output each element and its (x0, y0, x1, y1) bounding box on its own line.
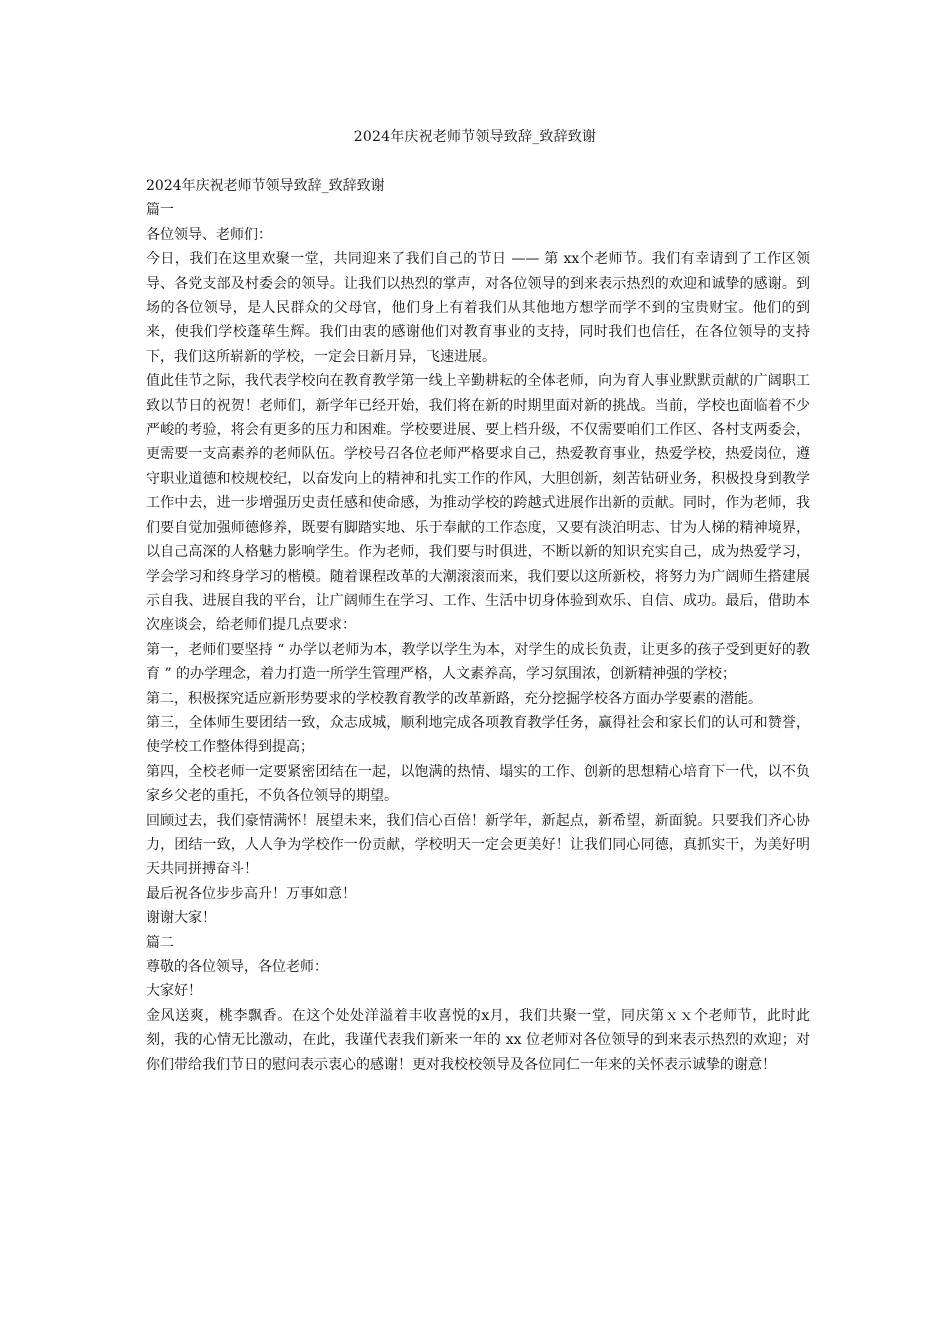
paragraph-subtitle: 2024年庆祝老师节领导致辞_致辞致谢 (146, 178, 385, 194)
salutation-1: 各位领导、老师们： (146, 226, 272, 243)
paragraph: 最后祝各位步步高升！万事如意！ (146, 885, 356, 902)
paragraph: 谢谢大家！ (146, 910, 216, 927)
paragraph: 值此佳节之际，我代表学校向在教育教学第一线上辛勤耕耘的全体老师，向为育人事业默默贡献的广阔职工致以节日的祝贺！老师们，新学年已经开始，我们将在新的时期里面对新的挑战。当前，学校也面临着不少严峻的考验，将会有更多的压力和困难。学校要进展、要上档升级，不仅需要咱们工作区、各村支两委会，更需要一支高素养的老师队伍。学校号召各位老师严格要求自己，热爱教育事业，热爱学校，热爱岗位，遵守职业道德和校规校纪，以奋发向上的精神和扎实工作的作风，大胆创新，刻苦钻研业务，积极投身到教学工作中去，进一步增强历史责任感和使命感，为推动学校的跨越式进展作出新的贡献。同时，作为老师，我们要自觉加强师德修养，既要有脚踏实地、乐于奉献的工作态度，又要有淡泊明志、甘为人梯的精神境界，以自己高深的人格魅力影响学生。作为老师，我们要与时俱进，不断以新的知识充实自己，成为热爱学习，学会学习和终身学习的楷模。随着课程改革的大潮滚滚而来，我们要以这所新校，将努力为广阔师生搭建展示自我、进展自我的平台，让广阔师生在学习、工作、生活中切身体验到欢乐、自信、成功。最后，借助本次座谈会，给老师们提几点要求： (146, 373, 810, 634)
paragraph: 金风送爽，桃李飘香。在这个处处洋溢着丰收喜悦的x月，我们共聚一堂，同庆第ｘｘ个老师节，此时此刻，我的心情无比激动，在此，我谨代表我们新来一年的 xx 位老师对各位领导的到来表示热烈的欢迎；对你们带给我们节日的慰问表示衷心的感谢！更对我校校领导及各位同仁一年来的关怀表示诚挚的谢意！ (146, 1007, 810, 1073)
paragraph: 第一，老师们要坚持 “ 办学以老师为本，教学以学生为本，对学生的成长负责，让更多的孩子受到更好的教育 ” 的办学理念，着力打造一所学生管理严格，人文素养高，学习氛围浓，创新精神强的学校； (146, 641, 810, 683)
paragraph: 第四，全校老师一定要紧密团结在一起，以饱满的热情、塌实的工作、创新的思想精心培育下一代，以不负家乡父老的重托，不负各位领导的期望。 (146, 763, 810, 805)
document-title: 2024年庆祝老师节领导致辞_致辞致谢 (353, 129, 597, 145)
salutation-2: 尊敬的各位领导，各位老师： (146, 959, 328, 975)
paragraph: 第三，全体师生要团结一致，众志成城，顺利地完成各项教育教学任务，赢得社会和家长们的认可和赞誉，使学校工作整体得到提高； (146, 714, 810, 756)
paragraph: 今日，我们在这里欢聚一堂，共同迎来了我们自己的节日 —— 第 xx个老师节。我们有幸请到了工作区领导、各党支部及村委会的领导。让我们以热烈的掌声，对各位领导的到来表示热烈的欢迎和诚挚的感谢。到场的各位领导，是人民群众的父母官，他们身上有着我们从其他地方想学而学不到的宝贵财宝。他们的到来，使我们学校蓬荜生辉。我们由衷的感谢他们对教育事业的支持，同时我们也信任，在各位领导的支持下，我们这所崭新的学校，一定会日新月异，飞速进展。 (146, 251, 810, 365)
section-heading-2: 篇二 (146, 934, 174, 951)
greeting: 大家好！ (146, 983, 202, 1000)
paragraph: 回顾过去，我们豪情满怀！展望未来，我们信心百倍！新学年，新起点，新希望，新面貌。只要我们齐心协力，团结一致，人人争为学校作一份贡献，学校明天一定会更美好！让我们同心同德，真抓实干，为美好明天共同拼搏奋斗！ (146, 812, 810, 878)
document-body (146, 174, 810, 1077)
paragraph: 第二，积极探究适应新形势要求的学校教育教学的改革新路，充分挖掘学校各方面办学要素的潜能。 (146, 690, 762, 707)
section-heading-1: 篇一 (146, 202, 174, 219)
